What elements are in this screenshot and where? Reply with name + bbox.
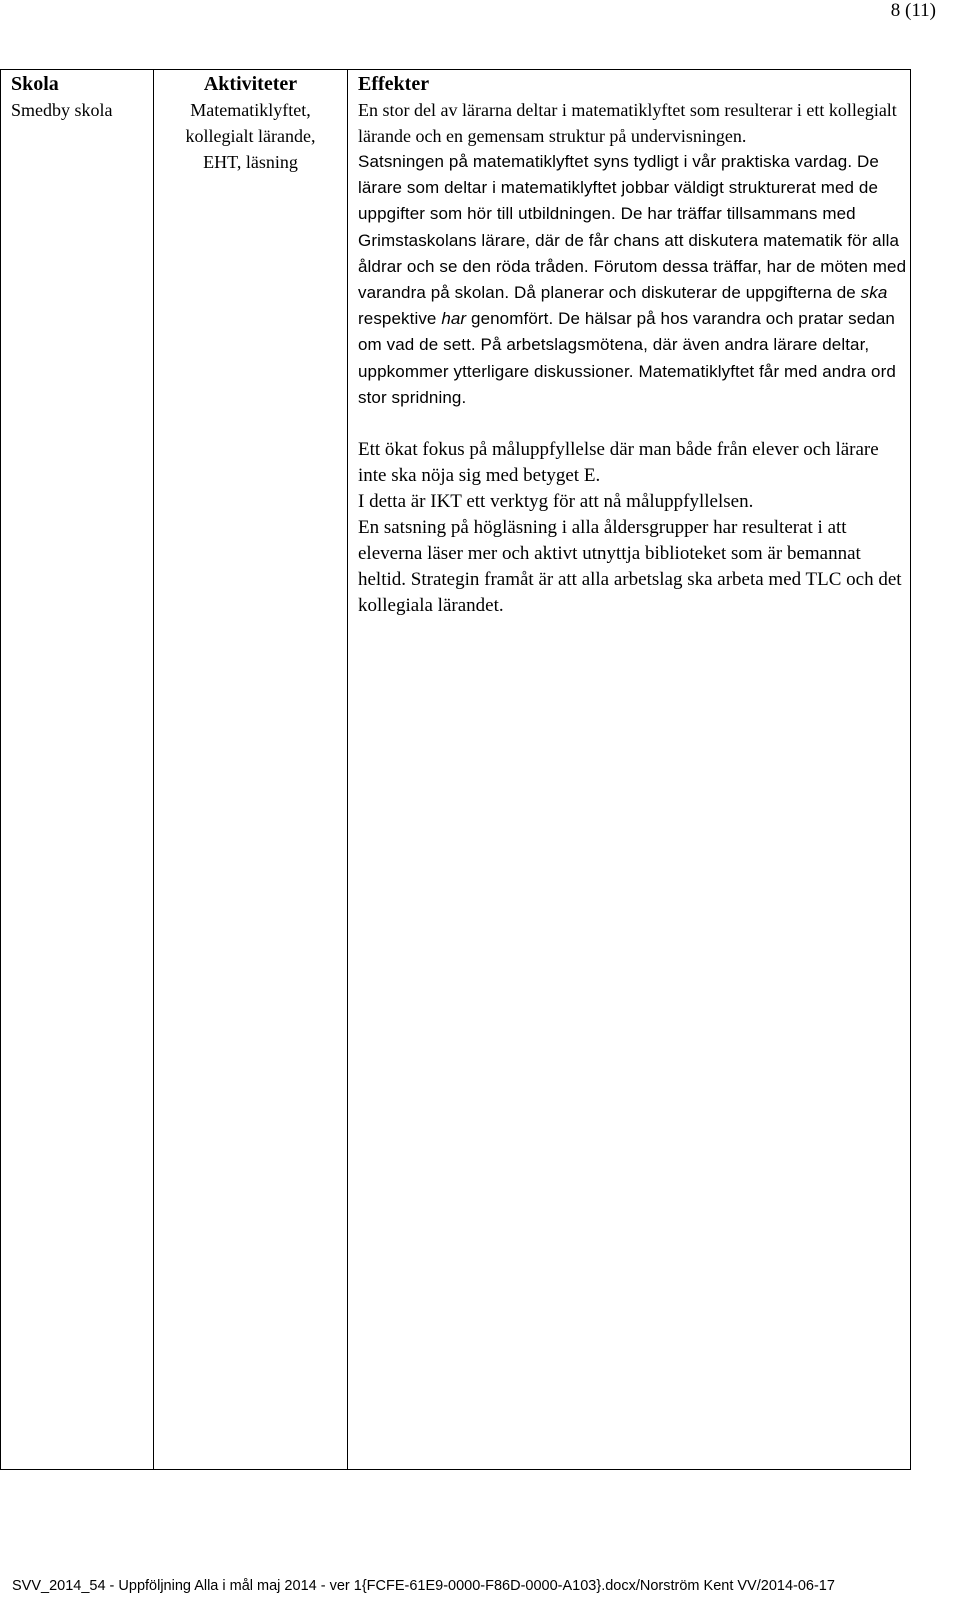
table-header-row bbox=[1, 70, 911, 98]
header-effekter: Effekter bbox=[348, 70, 911, 98]
activity-line: Matematiklyftet, bbox=[190, 100, 311, 120]
table-row bbox=[1, 97, 911, 1470]
cell-aktiviteter bbox=[154, 97, 348, 1470]
effects-intro-paragraph: En stor del av lärarna deltar i matematiklyftet som resulterar i ett kollegialt lärande och en gemensam struktur på undervisningen. bbox=[358, 100, 897, 146]
effects-goal-line: I detta är IKT ett verktyg för att nå måluppfyllelsen. bbox=[358, 491, 754, 513]
effects-italic-text: ska bbox=[860, 283, 888, 303]
header-aktiviteter: Aktiviteter bbox=[154, 70, 348, 98]
effects-goal-line: Ett ökat fokus på måluppfyllelse där man både från elever och lärare inte ska nöja sig med betyget E. bbox=[358, 439, 879, 487]
header-skola: Skola bbox=[1, 70, 154, 98]
effects-text: respektive bbox=[358, 309, 442, 329]
effects-math-paragraph bbox=[358, 149, 910, 411]
effects-text: genomfört. De hälsar på hos varandra och pratar sedan om vad de sett. På arbetslagsmötena, där även andra lärare deltar, uppkommer ytterligare diskussioner. Matematiklyftet får med andra ord stor spridning. bbox=[358, 309, 896, 407]
effects-italic-text: har bbox=[441, 309, 467, 329]
effects-table bbox=[0, 69, 911, 1470]
document-footer: SVV_2014_54 - Uppföljning Alla i mål maj 2014 - ver 1{FCFE-61E9-0000-F86D-0000-A103}.docx/Norström Kent VV/2014-06-17 bbox=[12, 1578, 835, 1594]
activity-line: kollegialt lärande, bbox=[185, 126, 316, 146]
effects-goal-block bbox=[358, 437, 910, 619]
page-number: 8 (11) bbox=[890, 0, 936, 21]
activity-line: EHT, läsning bbox=[203, 152, 298, 172]
effects-text: Satsningen på matematiklyftet syns tydligt i vår praktiska vardag. De lärare som deltar i matematiklyftet jobbar väldigt strukturerat med de uppgifter som hör till utbildningen. De har träffar tillsammans med Grimstaskolans lärare, där de får chans att diskutera matematik för alla åldrar och se den röda tråden. Förutom dessa träffar, har de möten med varandra på skolan. Då planerar och diskuterar de uppgifterna de bbox=[358, 152, 907, 303]
cell-effekter bbox=[348, 97, 911, 1470]
effects-goal-line: En satsning på högläsning i alla åldersgrupper har resulterat i att eleverna läser mer och aktivt utnyttja biblioteket som är bemannat heltid. Strategin framåt är att alla arbetslag ska arbeta med TLC och det kollegiala lärandet. bbox=[358, 517, 902, 617]
cell-skola: Smedby skola bbox=[1, 97, 154, 1470]
